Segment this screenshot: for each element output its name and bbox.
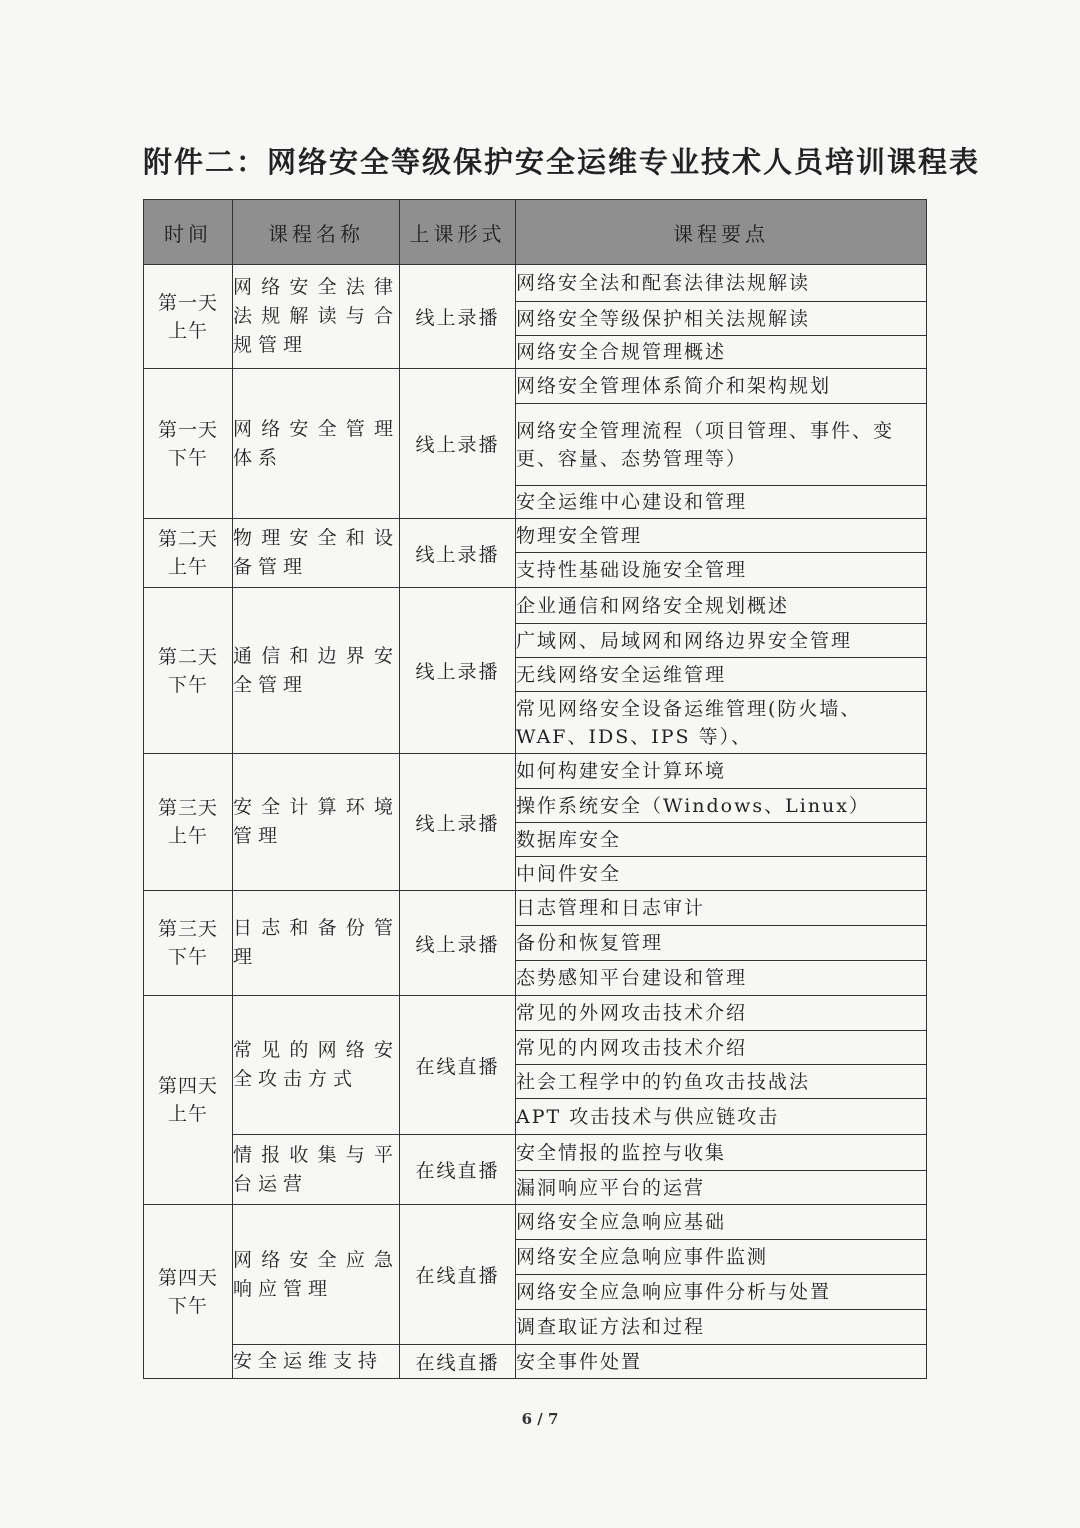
time-cell [144, 369, 233, 519]
course-name-cell: 情报收集与平台运营 [233, 1135, 400, 1205]
course-form-cell: 在线直播 [400, 996, 516, 1135]
course-form-cell: 线上录播 [400, 754, 516, 891]
period-label: 上午 [167, 556, 208, 578]
course-point-cell: 网络安全应急响应事件分析与处置 [516, 1275, 927, 1310]
course-point-cell: 网络安全合规管理概述 [516, 336, 927, 369]
period-label: 下午 [167, 946, 208, 968]
table-row [144, 265, 927, 302]
course-point-cell: 数据库安全 [516, 823, 927, 857]
header-form: 上课形式 [400, 200, 516, 265]
table-row [144, 754, 927, 789]
course-point-cell: 企业通信和网络安全规划概述 [516, 588, 927, 624]
time-cell [144, 996, 233, 1205]
time-cell [144, 754, 233, 891]
table-row [144, 519, 927, 553]
period-label: 上午 [167, 825, 208, 847]
course-point-cell: 常见的外网攻击技术介绍 [516, 996, 927, 1031]
document-title: 附件二：网络安全等级保护安全运维专业技术人员培训课程表 [143, 145, 981, 179]
course-point-cell: 网络安全应急响应事件监测 [516, 1240, 927, 1275]
period-label: 下午 [167, 1294, 208, 1317]
course-point-cell: 安全运维中心建设和管理 [516, 486, 927, 519]
day-label: 第三天 [157, 797, 218, 819]
course-point-cell: 广域网、局域网和网络边界安全管理 [516, 624, 927, 658]
day-label: 第二天 [157, 645, 218, 668]
course-point-cell: 网络安全等级保护相关法规解读 [516, 302, 927, 336]
course-point-cell: 常见的内网攻击技术介绍 [516, 1031, 927, 1065]
day-label: 第一天 [157, 291, 218, 314]
course-point-cell: 操作系统安全（Windows、Linux） [516, 789, 927, 823]
course-name-cell: 常见的网络安全攻击方式 [233, 996, 400, 1135]
course-point-cell: 调查取证方法和过程 [516, 1310, 927, 1345]
course-point-cell: 社会工程学中的钓鱼攻击技战法 [516, 1065, 927, 1099]
table-body [144, 265, 927, 1379]
period-label: 下午 [167, 446, 208, 469]
course-point-cell: 网络安全管理流程（项目管理、事件、变更、容量、态势管理等） [516, 404, 927, 486]
course-form-cell: 在线直播 [400, 1205, 516, 1345]
course-point-cell: 常见网络安全设备运维管理(防火墙、WAF、IDS、IPS 等）、 [516, 692, 927, 754]
course-point-cell: 网络安全管理体系简介和架构规划 [516, 369, 927, 404]
course-name-cell: 通信和边界安全管理 [233, 588, 400, 754]
table-header-row [144, 200, 927, 265]
table-row [144, 369, 927, 404]
day-label: 第三天 [157, 918, 218, 940]
course-point-cell: 安全事件处置 [516, 1345, 927, 1379]
period-label: 下午 [167, 673, 208, 696]
table-row [144, 891, 927, 926]
table-row [144, 588, 927, 624]
time-cell [144, 588, 233, 754]
course-point-cell: 日志管理和日志审计 [516, 891, 927, 926]
course-name-cell: 网络安全应急响应管理 [233, 1205, 400, 1345]
course-name-cell: 安全运维支持 [233, 1345, 400, 1379]
course-point-cell: 备份和恢复管理 [516, 926, 927, 961]
course-point-cell: 无线网络安全运维管理 [516, 658, 927, 692]
course-point-cell: 漏洞响应平台的运营 [516, 1171, 927, 1205]
table-row [144, 1135, 927, 1171]
course-point-cell: 物理安全管理 [516, 519, 927, 553]
day-label: 第四天 [157, 1266, 218, 1289]
course-form-cell: 线上录播 [400, 588, 516, 754]
time-cell [144, 891, 233, 996]
page-number: 6 / 7 [521, 1410, 559, 1428]
course-point-cell: 安全情报的监控与收集 [516, 1135, 927, 1171]
course-point-cell: 态势感知平台建设和管理 [516, 961, 927, 996]
course-form-cell: 线上录播 [400, 265, 516, 369]
time-cell [144, 265, 233, 369]
course-name-cell: 日志和备份管理 [233, 891, 400, 996]
day-label: 第四天 [157, 1075, 218, 1097]
course-point-cell: 网络安全法和配套法律法规解读 [516, 265, 927, 302]
course-point-cell: 支持性基础设施安全管理 [516, 553, 927, 588]
course-name-cell: 网络安全管理体系 [233, 369, 400, 519]
course-schedule-table [143, 199, 927, 1379]
course-form-cell: 线上录播 [400, 891, 516, 996]
course-form-cell: 在线直播 [400, 1135, 516, 1205]
course-name-cell: 网络安全法律法规解读与合规管理 [233, 265, 400, 369]
time-cell [144, 519, 233, 588]
course-name-cell: 物理安全和设备管理 [233, 519, 400, 588]
header-course: 课程名称 [233, 200, 400, 265]
period-label: 上午 [167, 319, 208, 342]
time-cell [144, 1205, 233, 1379]
header-time: 时间 [144, 200, 233, 265]
course-point-cell: 中间件安全 [516, 857, 927, 891]
course-point-cell: 如何构建安全计算环境 [516, 754, 927, 789]
course-point-cell: 网络安全应急响应基础 [516, 1205, 927, 1240]
course-form-cell: 线上录播 [400, 519, 516, 588]
course-point-cell: APT 攻击技术与供应链攻击 [516, 1099, 927, 1135]
day-label: 第一天 [157, 418, 218, 441]
day-label: 第二天 [157, 528, 218, 550]
course-form-cell: 线上录播 [400, 369, 516, 519]
header-points: 课程要点 [516, 200, 927, 265]
course-name-cell: 安全计算环境管理 [233, 754, 400, 891]
course-form-cell: 在线直播 [400, 1345, 516, 1379]
table-row [144, 1345, 927, 1379]
table-row [144, 1205, 927, 1240]
table-row [144, 996, 927, 1031]
period-label: 上午 [167, 1103, 208, 1125]
